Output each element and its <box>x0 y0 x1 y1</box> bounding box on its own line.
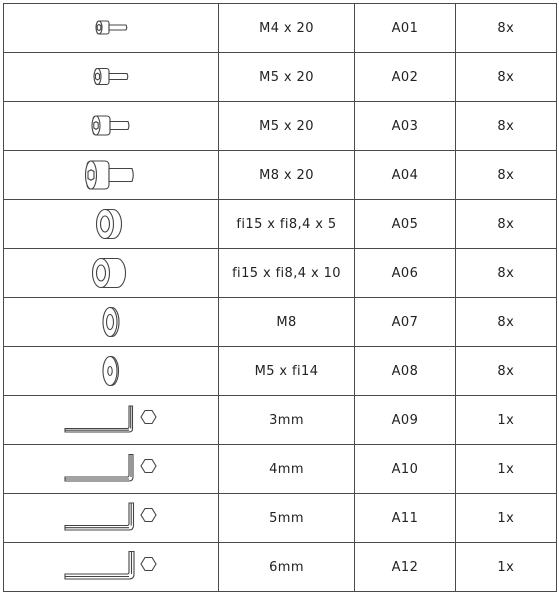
part-size: 6mm <box>218 543 354 592</box>
parts-list-table <box>3 3 557 592</box>
part-size: fi15 x fi8,4 x 5 <box>218 200 354 249</box>
part-size: M4 x 20 <box>218 4 354 53</box>
part-size: 3mm <box>218 396 354 445</box>
part-quantity: 1x <box>455 445 556 494</box>
table-row <box>4 396 557 445</box>
part-illustration-cell <box>4 543 219 592</box>
part-quantity: 8x <box>455 249 556 298</box>
part-code: A04 <box>355 151 455 200</box>
table-row <box>4 445 557 494</box>
part-size: M5 x fi14 <box>218 347 354 396</box>
socket-head-bolt-icon <box>81 13 141 43</box>
part-quantity: 8x <box>455 347 556 396</box>
table-row <box>4 53 557 102</box>
part-code: A05 <box>355 200 455 249</box>
part-code: A10 <box>355 445 455 494</box>
part-code: A01 <box>355 4 455 53</box>
part-size: M5 x 20 <box>218 102 354 151</box>
part-code: A03 <box>355 102 455 151</box>
part-code: A07 <box>355 298 455 347</box>
part-size: 5mm <box>218 494 354 543</box>
part-illustration-cell <box>4 53 219 102</box>
part-size: M8 x 20 <box>218 151 354 200</box>
part-illustration-cell <box>4 445 219 494</box>
part-quantity: 8x <box>455 102 556 151</box>
table-row <box>4 200 557 249</box>
table-row <box>4 102 557 151</box>
part-code: A06 <box>355 249 455 298</box>
hex-key-icon <box>61 451 161 487</box>
part-code: A02 <box>355 53 455 102</box>
table-row <box>4 543 557 592</box>
socket-head-bolt-icon <box>81 111 141 141</box>
washer-icon <box>96 351 126 391</box>
table-row <box>4 298 557 347</box>
part-illustration-cell <box>4 396 219 445</box>
table-row <box>4 151 557 200</box>
part-quantity: 8x <box>455 151 556 200</box>
spacer-icon <box>89 253 133 293</box>
part-quantity: 8x <box>455 200 556 249</box>
part-quantity: 1x <box>455 396 556 445</box>
part-illustration-cell <box>4 200 219 249</box>
table-row <box>4 249 557 298</box>
part-size: M5 x 20 <box>218 53 354 102</box>
hex-key-icon <box>61 402 161 438</box>
part-illustration-cell <box>4 494 219 543</box>
table-row <box>4 494 557 543</box>
part-illustration-cell <box>4 151 219 200</box>
part-illustration-cell <box>4 102 219 151</box>
part-quantity: 1x <box>455 543 556 592</box>
part-illustration-cell <box>4 4 219 53</box>
part-illustration-cell <box>4 249 219 298</box>
hex-key-icon <box>61 549 161 585</box>
table-row <box>4 4 557 53</box>
socket-head-bolt-icon <box>81 62 141 92</box>
part-code: A12 <box>355 543 455 592</box>
washer-icon <box>96 302 126 342</box>
table-row <box>4 347 557 396</box>
part-size: 4mm <box>218 445 354 494</box>
part-size: fi15 x fi8,4 x 10 <box>218 249 354 298</box>
part-size: M8 <box>218 298 354 347</box>
part-illustration-cell <box>4 347 219 396</box>
part-quantity: 8x <box>455 53 556 102</box>
part-quantity: 1x <box>455 494 556 543</box>
socket-head-bolt-icon <box>81 158 141 192</box>
part-illustration-cell <box>4 298 219 347</box>
hex-key-icon <box>61 500 161 536</box>
part-code: A11 <box>355 494 455 543</box>
part-quantity: 8x <box>455 298 556 347</box>
spacer-icon <box>91 204 131 244</box>
part-code: A09 <box>355 396 455 445</box>
part-code: A08 <box>355 347 455 396</box>
part-quantity: 8x <box>455 4 556 53</box>
